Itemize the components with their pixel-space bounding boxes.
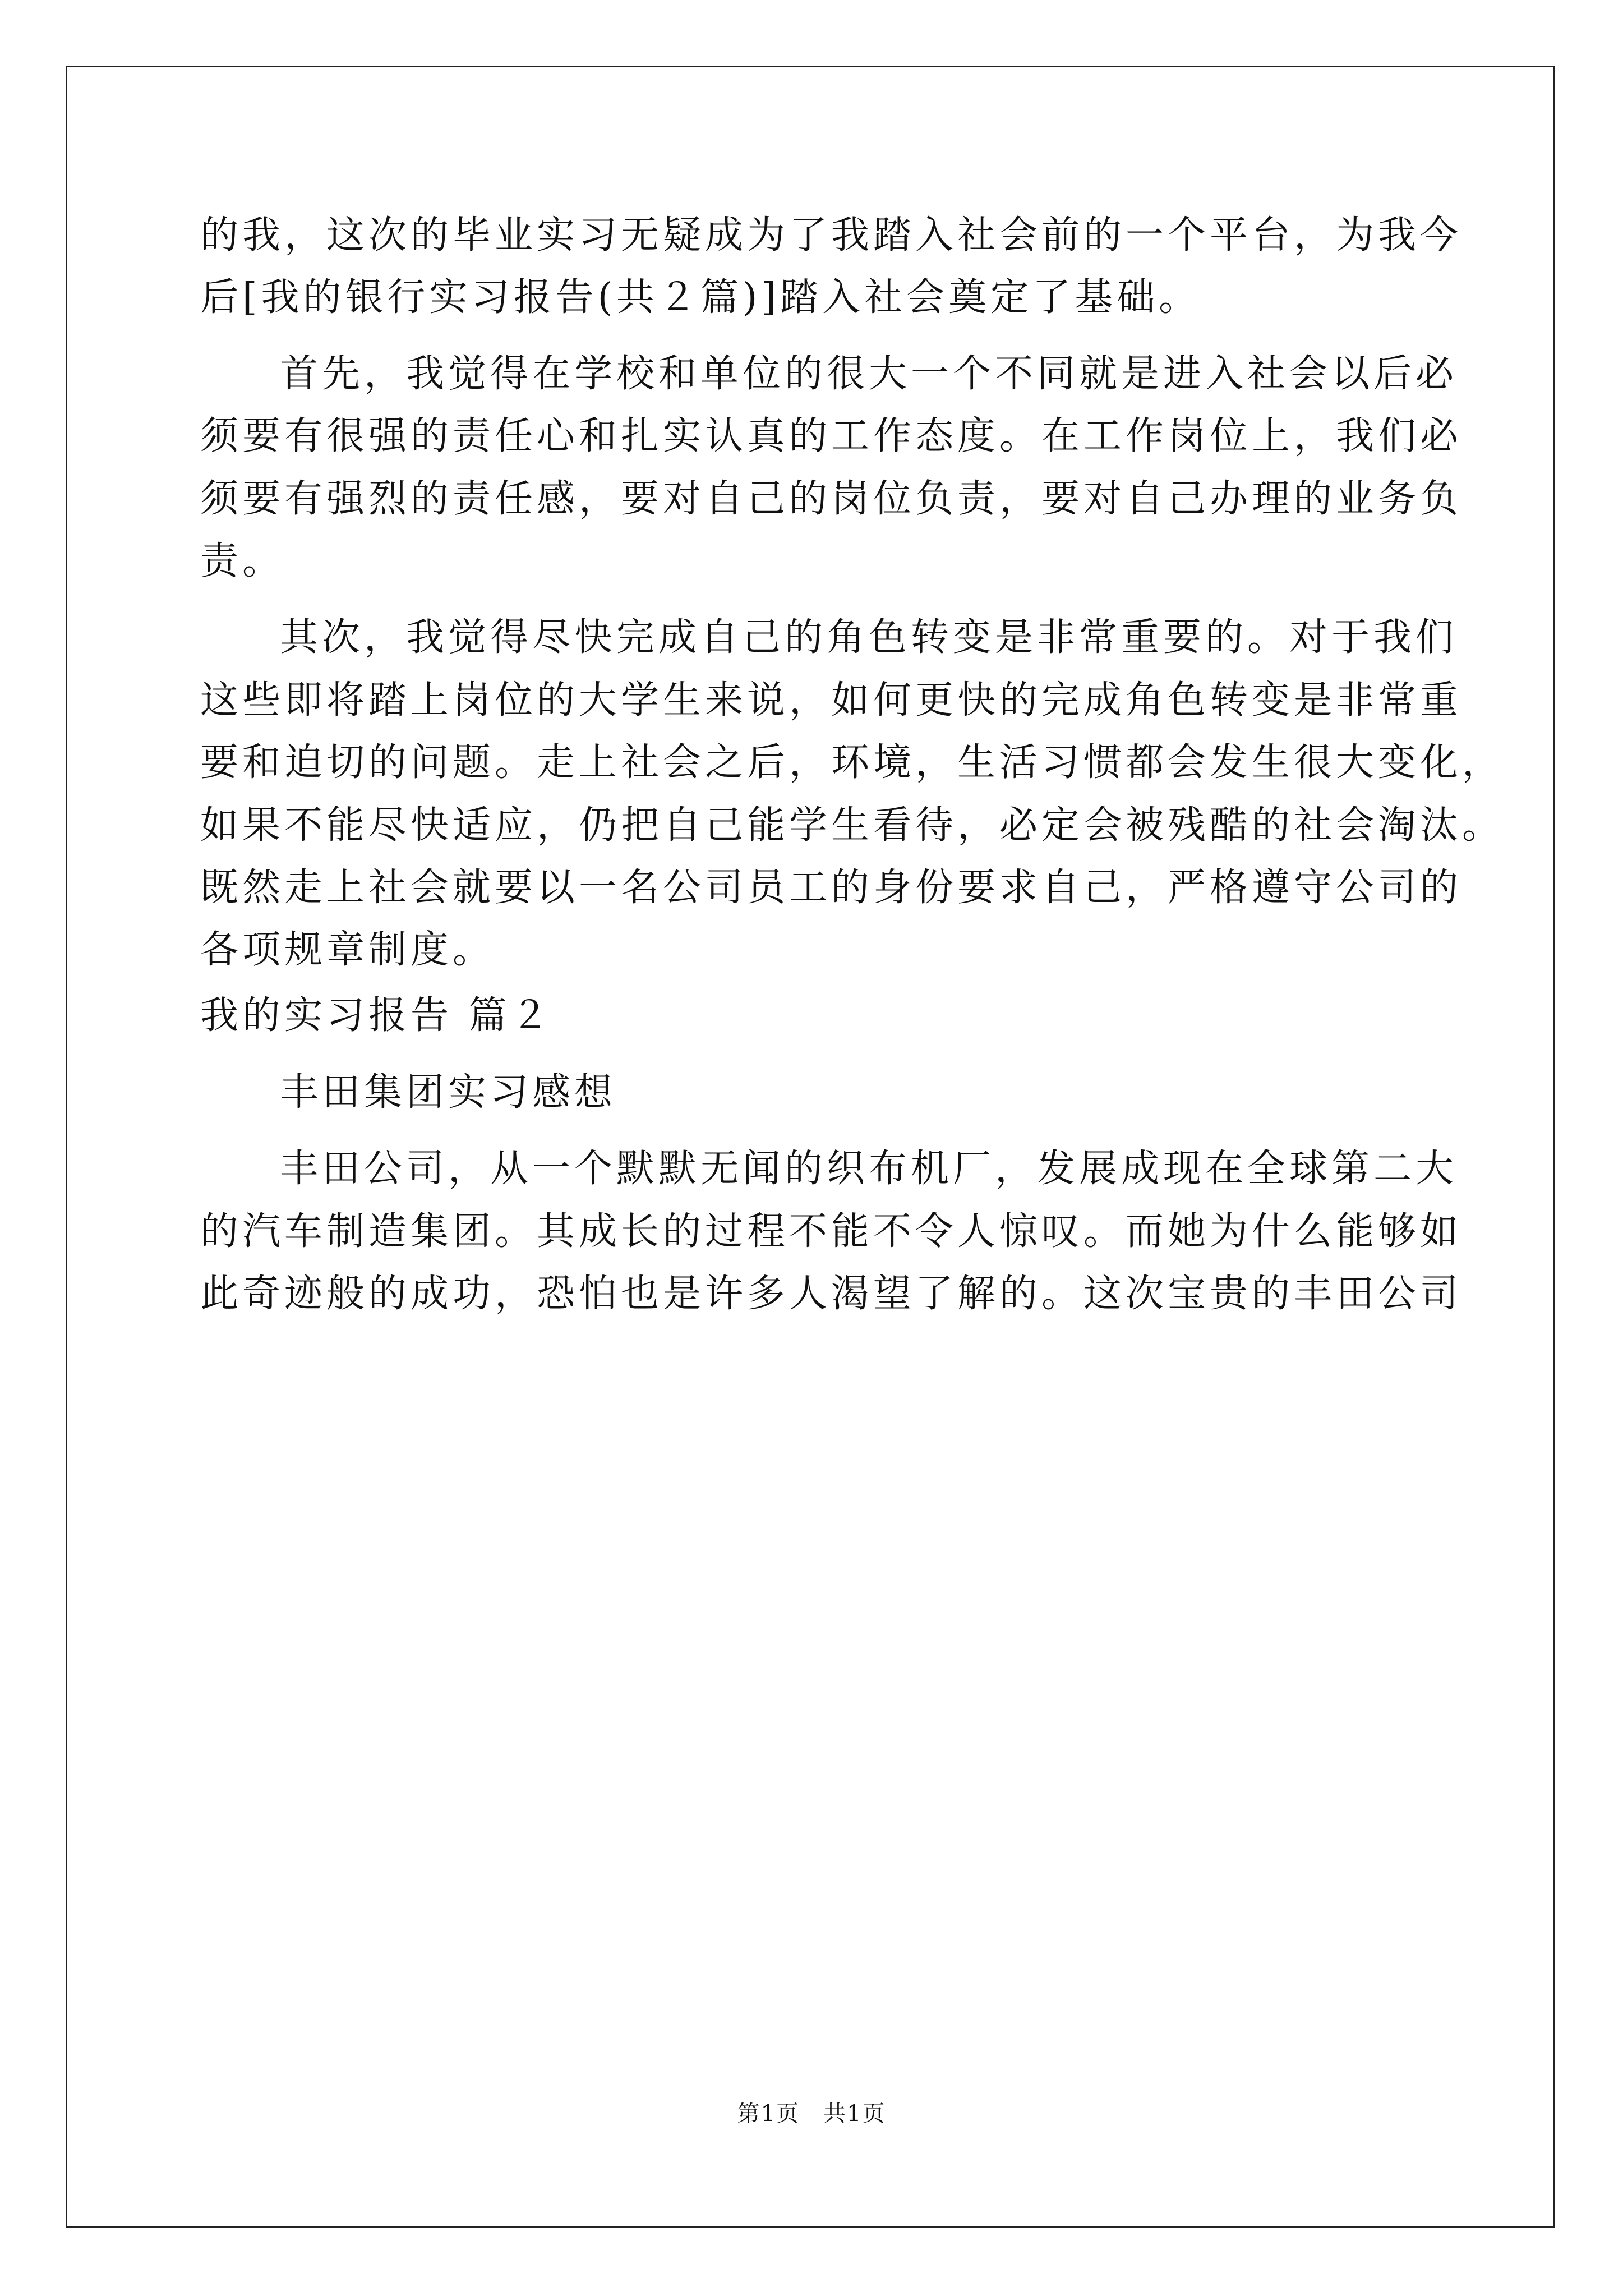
text-line: 要和迫切的问题。走上社会之后，环境，生活习惯都会发生很大变化， bbox=[200, 740, 1505, 785]
text-line: 既然走上社会就要以一名公司员工的身份要求自己，严格遵守公司的 bbox=[200, 866, 1463, 910]
text-line: 各项规章制度。 bbox=[200, 928, 495, 972]
paragraph-first-line: 其次，我觉得尽快完成自己的角色转变是非常重要的。对于我们 bbox=[280, 615, 1458, 660]
text-line: 的我，这次的毕业实习无疑成为了我踏入社会前的一个平台，为我今 bbox=[200, 213, 1463, 257]
text-line: 的汽车制造集团。其成长的过程不能不令人惊叹。而她为什么能够如 bbox=[200, 1209, 1463, 1254]
section-heading: 我的实习报告 篇２ bbox=[200, 993, 553, 1038]
text-line: 须要有强烈的责任感，要对自己的岗位负责，要对自己办理的业务负 bbox=[200, 477, 1463, 521]
text-line: 此奇迹般的成功，恐怕也是许多人渴望了解的。这次宝贵的丰田公司 bbox=[200, 1272, 1463, 1316]
paragraph-first-line: 首先，我觉得在学校和单位的很大一个不同就是进入社会以后必 bbox=[280, 352, 1458, 396]
text-line: 后[我的银行实习报告(共２篇)]踏入社会奠定了基础。 bbox=[200, 275, 1201, 320]
article-title: 丰田集团实习感想 bbox=[280, 1070, 617, 1115]
text-line: 如果不能尽快适应，仍把自己能学生看待，必定会被残酷的社会淘汰。 bbox=[200, 803, 1505, 848]
text-line: 责。 bbox=[200, 539, 285, 583]
text-line: 这些即将踏上岗位的大学生来说，如何更快的完成角色转变是非常重 bbox=[200, 678, 1463, 723]
page-footer: 第1页 共1页 bbox=[737, 2101, 886, 2127]
text-line: 须要有很强的责任心和扎实认真的工作态度。在工作岗位上，我们必 bbox=[200, 414, 1463, 458]
paragraph-first-line: 丰田公司，从一个默默无闻的织布机厂，发展成现在全球第二大 bbox=[280, 1147, 1458, 1191]
